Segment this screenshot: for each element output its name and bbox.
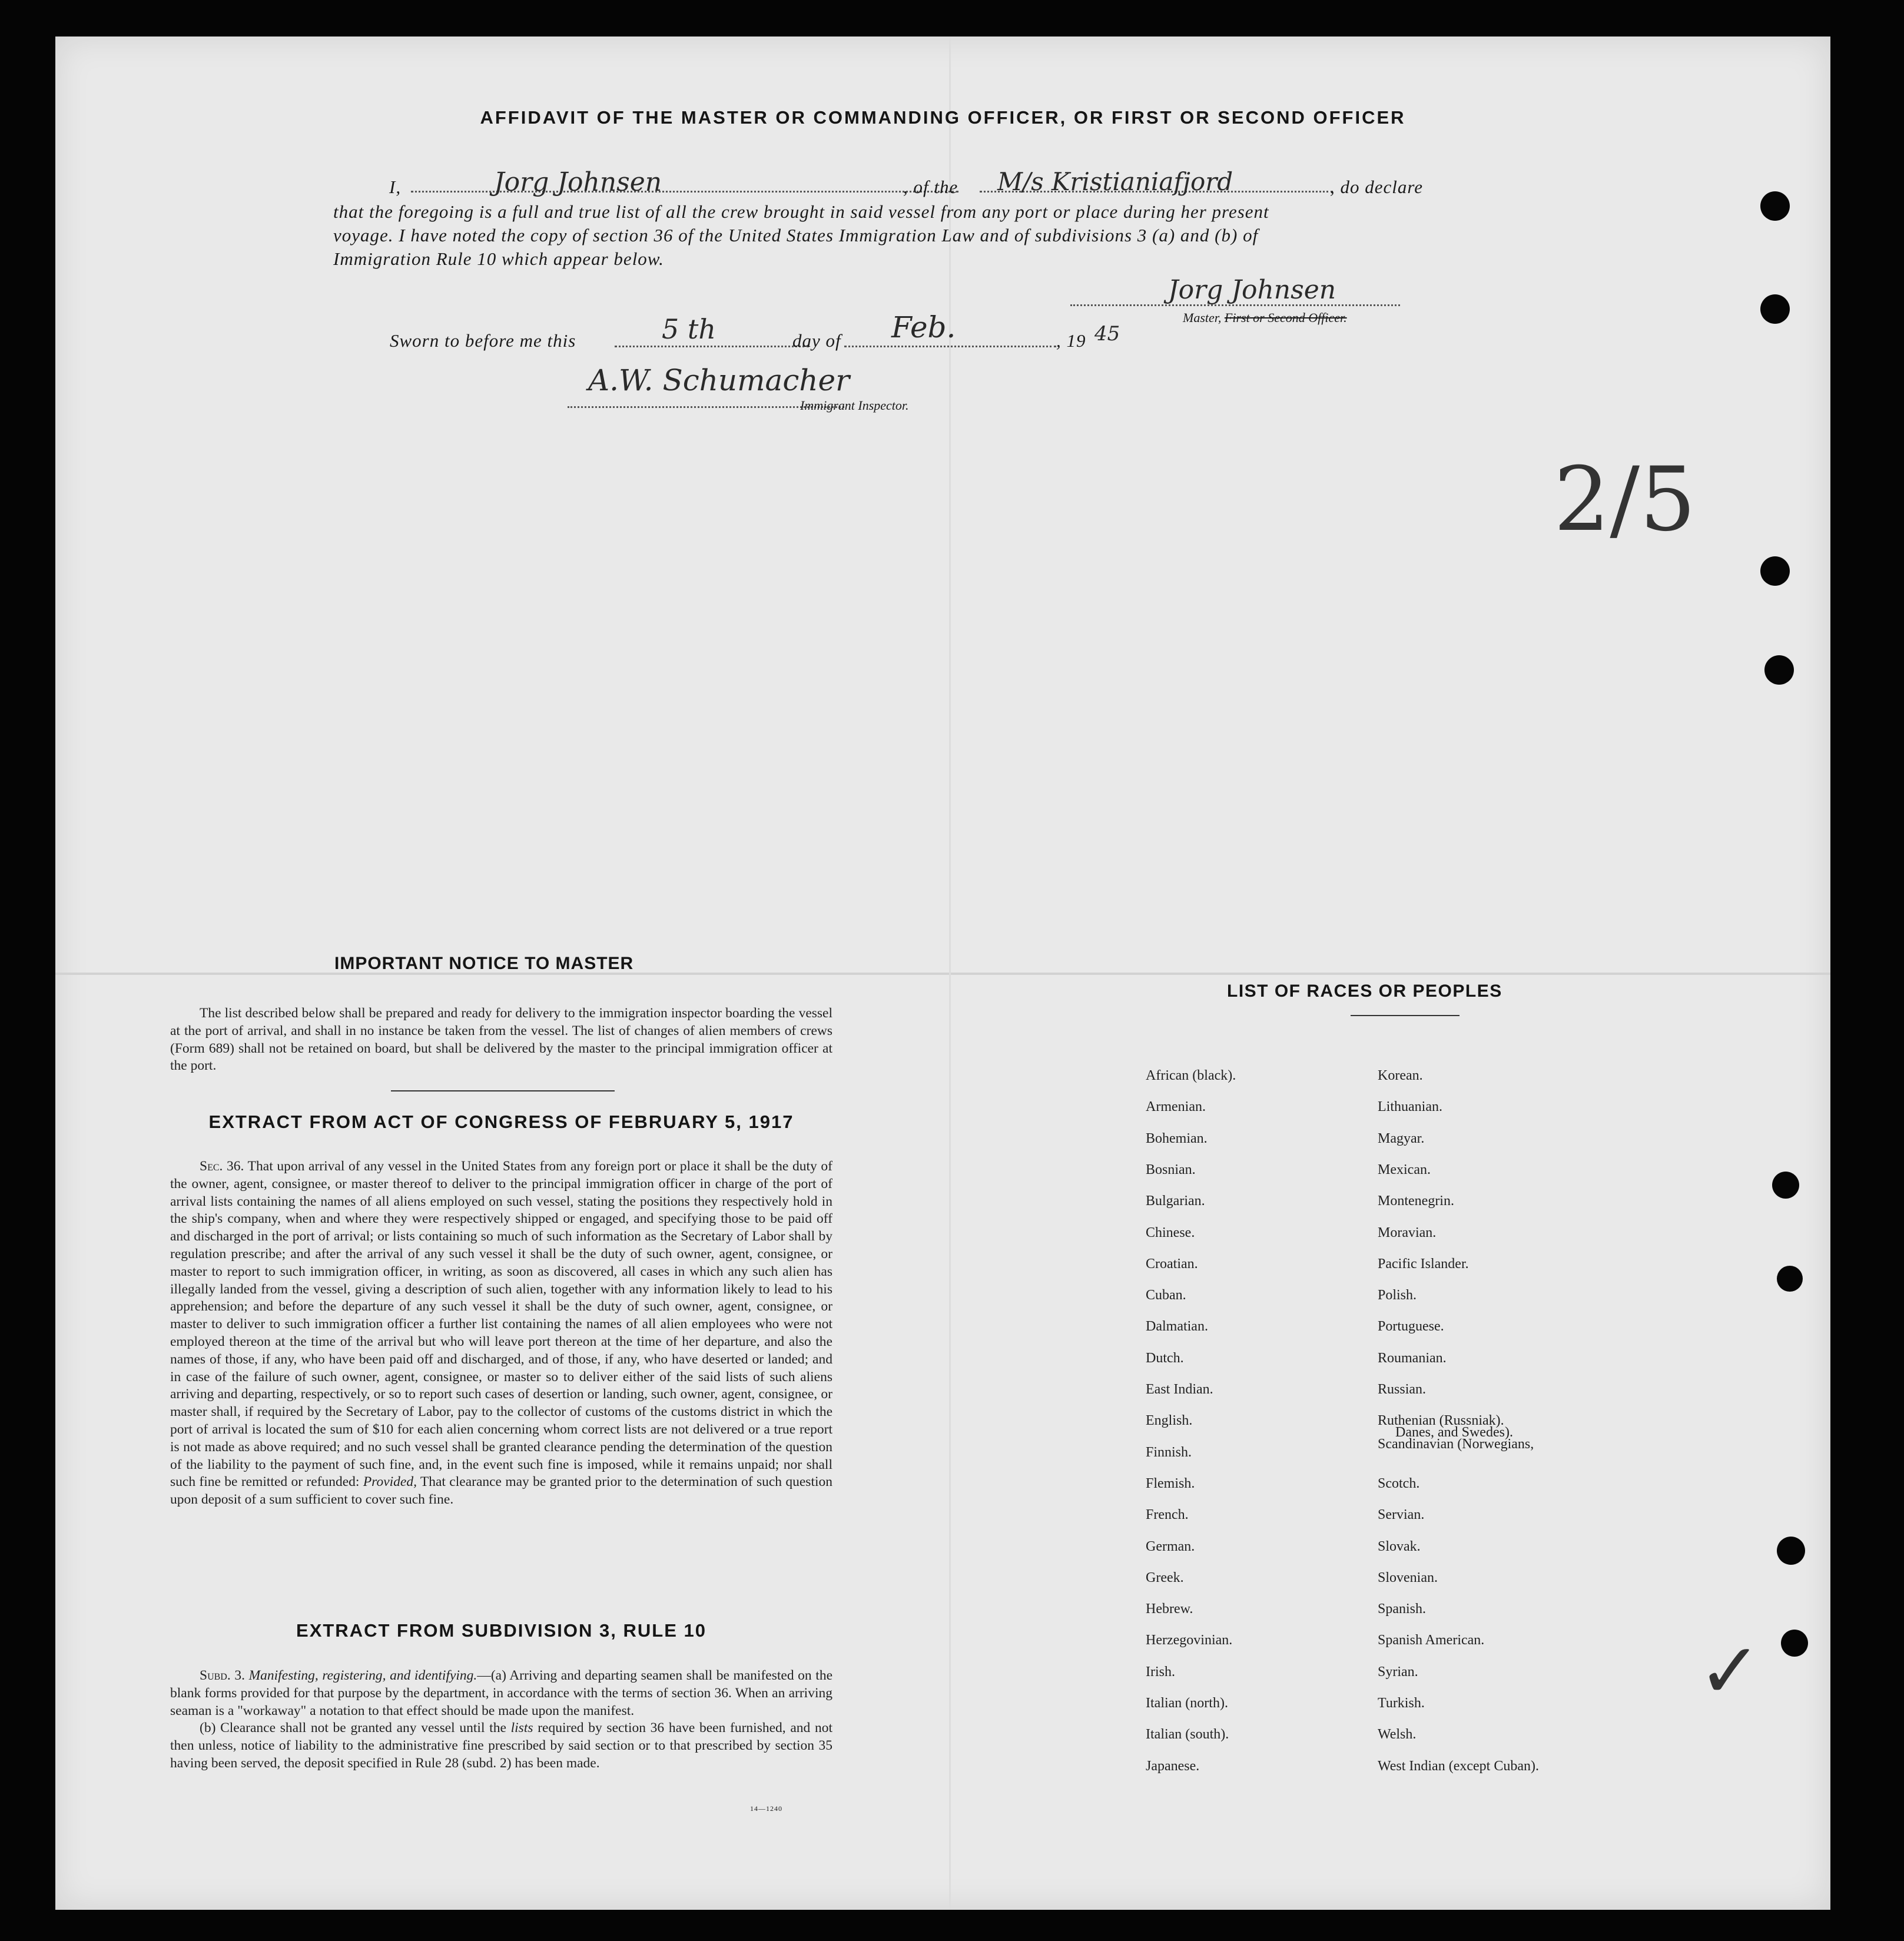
race-item: Bulgarian. xyxy=(1146,1193,1205,1209)
race-item: Ruthenian (Russniak). xyxy=(1378,1413,1504,1429)
vessel-name-handwritten: M/s Kristianiafjord xyxy=(997,167,1233,196)
sworn-day-line xyxy=(615,346,809,347)
race-item: Croatian. xyxy=(1146,1256,1198,1272)
race-item: East Indian. xyxy=(1146,1382,1213,1397)
race-item: Herzegovinian. xyxy=(1146,1633,1233,1648)
declaration-line-1: that the foregoing is a full and true list of all the crew brought in said vessel from any port or place during her present xyxy=(333,201,1269,222)
margin-note: 2/5 xyxy=(1554,449,1696,551)
race-item: Bosnian. xyxy=(1146,1162,1196,1177)
race-item: Portuguese. xyxy=(1378,1319,1444,1335)
race-item: Slovenian. xyxy=(1378,1570,1438,1585)
sworn-label: Sworn to before me this xyxy=(390,330,576,351)
race-item: Scotch. xyxy=(1378,1475,1420,1491)
sworn-month: Feb. xyxy=(891,310,956,344)
extract-act-title: EXTRACT FROM ACT OF CONGRESS OF FEBRUARY 5, 1917 xyxy=(208,1111,794,1132)
sworn-month-line xyxy=(844,346,1056,347)
race-item: Pacific Islander. xyxy=(1378,1256,1469,1272)
i-label: I, xyxy=(389,177,402,197)
race-item: Montenegrin. xyxy=(1378,1193,1454,1209)
master-label: Master, First or Second Officer. xyxy=(1183,310,1347,325)
race-item: African (black). xyxy=(1146,1068,1236,1083)
notice-text: The list described below shall be prepared and ready for delivery to the immigration inspector boarding the vessel at the port of arrival, and shall in no instance be taken from the vessel. The list of changes of alien members of crews (Form 689) shall not be retained on board, but shall be delivered by the master to the principal immigration officer at the port. xyxy=(170,1006,832,1074)
declaration-line-3: Immigration Rule 10 which appear below. xyxy=(333,248,664,269)
race-item-continuation: Danes, and Swedes). xyxy=(1395,1425,1513,1440)
binder-hole xyxy=(1772,1172,1799,1199)
extract-rule-title: EXTRACT FROM SUBDIVISION 3, RULE 10 xyxy=(296,1620,706,1641)
master-signature: Jorg Johnsen xyxy=(1168,275,1336,305)
fold-line-horizontal xyxy=(55,973,1830,975)
race-item: French. xyxy=(1146,1507,1189,1523)
race-item: Italian (north). xyxy=(1146,1696,1228,1711)
binder-hole xyxy=(1781,1630,1808,1657)
master-name-handwritten: Jorg Johnsen xyxy=(494,167,662,197)
race-item: Flemish. xyxy=(1146,1475,1195,1491)
race-item: Cuban. xyxy=(1146,1288,1186,1303)
race-item: Spanish. xyxy=(1378,1601,1427,1617)
binder-hole xyxy=(1760,191,1790,221)
race-item: Chinese. xyxy=(1146,1225,1195,1240)
inspector-signature: A.W. Schumacher xyxy=(588,363,850,397)
race-item: Hebrew. xyxy=(1146,1601,1193,1617)
races-title: LIST OF RACES OR PEOPLES xyxy=(1227,981,1502,1001)
races-divider xyxy=(1351,1015,1459,1016)
race-item: Turkish. xyxy=(1378,1696,1425,1711)
sworn-day: 5 th xyxy=(662,313,716,345)
do-declare-label: , do declare xyxy=(1330,177,1424,197)
form-number: 14—1240 xyxy=(750,1804,782,1813)
day-of-label: day of xyxy=(792,330,841,351)
race-item: Russian. xyxy=(1378,1382,1427,1397)
struck-officer-label: First or Second Officer. xyxy=(1224,310,1347,325)
race-item: Magyar. xyxy=(1378,1130,1425,1146)
year-prefix: , 19 xyxy=(1056,330,1086,351)
race-item: Korean. xyxy=(1378,1068,1423,1083)
race-item: West Indian (except Cuban). xyxy=(1378,1758,1539,1774)
binder-hole xyxy=(1777,1537,1805,1565)
race-item: Irish. xyxy=(1146,1664,1175,1680)
race-item: Italian (south). xyxy=(1146,1727,1229,1743)
race-item: Armenian. xyxy=(1146,1099,1206,1115)
race-item: Japanese. xyxy=(1146,1758,1200,1774)
race-item: English. xyxy=(1146,1413,1193,1429)
race-item: Moravian. xyxy=(1378,1225,1437,1240)
race-item: Servian. xyxy=(1378,1507,1425,1523)
binder-hole xyxy=(1760,294,1790,324)
extract-rule-text: Subd. 3. Manifesting, registering, and identifying.—(a) Arriving and departing seamen shall be manifested on the blank forms provided for that purpose by the department, in accordance with the terms of section 36. When an arriving seaman is a "workaway" a notation to that effect should be made upon the manifest. (b) Clearance shall not be granted any vessel until the lists required by section 36 have been furnished, and not then unless, notice of liability to the administrative fine prescribed by said section or to that prescribed by section 35 having been served, the deposit specified in Rule 28 (subd. 2) has been made. xyxy=(170,1668,833,1771)
extract-act-text: Sec. 36. That upon arrival of any vessel in the United States from any foreign port or place it shall be the duty of the owner, agent, consignee, or master thereof to deliver to the principal immigration officer in charge of the port of arrival lists containing the names of all aliens employed on such vessel, stating the positions they respectively hold in the ship's company, when and where they were respectively shipped or engaged, and specifying those to be paid off and discharged in the port of arrival; or lists containing so much of such information as the Secretary of Labor shall by regulation prescribe; and after the arrival of any such vessel it shall be the duty of such owner, agent, consignee, or master to report to such immigration officer, in writing, as soon as discovered, all cases in which any such alien has illegally landed from the vessel, giving a description of such alien, together with any information likely to lead to his apprehension; and before the departure of any such vessel it shall be the duty of such owner, agent, consignee, or master to deliver to such immigration officer a further list containing the names of all alien employees who were not employed thereon at the time of the arrival but who will leave port thereon at the time of her departure, and also the names of those, if any, who have been paid off and discharged, and of those, if any, who have deserted or landed; and in case of the failure of such owner, agent, consignee, or master so to deliver either of the said lists of such aliens arriving and departing, respectively, or so to report such cases of desertion or landing, such owner, agent, consignee, or master shall, if required by the Secretary of Labor, pay to the collector of customs of the customs district in which the port of arrival is located the sum of $10 for each alien concerning whom correct lists are not delivered or a true report is not made as above required; and no such vessel shall be granted clearance pending the determination of the question of the liability to the payment of such fine, and, in the event such fine is imposed, while it remains unpaid; nor shall such fine be remitted or refunded: Provided, That clearance may be granted prior to the determination of such question upon deposit of a sum sufficient to cover such fine. xyxy=(170,1159,833,1508)
race-item: Scandinavian (Norwegians, xyxy=(1378,1436,1534,1452)
race-item: Mexican. xyxy=(1378,1162,1431,1177)
race-item: Bohemian. xyxy=(1146,1130,1208,1146)
divider xyxy=(391,1090,615,1091)
race-item: Finnish. xyxy=(1146,1444,1192,1460)
notice-title: IMPORTANT NOTICE TO MASTER xyxy=(334,954,634,973)
binder-hole xyxy=(1777,1266,1803,1292)
race-item: German. xyxy=(1146,1538,1195,1554)
declaration-line-2: voyage. I have noted the copy of section 36 of the United States Immigration Law and of subdivisions 3 (a) and (b) of xyxy=(333,225,1259,245)
margin-checkmark: ✓ xyxy=(1698,1626,1762,1716)
race-item: Roumanian. xyxy=(1378,1350,1447,1366)
race-item: Slovak. xyxy=(1378,1538,1421,1554)
race-item: Welsh. xyxy=(1378,1727,1417,1743)
inspector-label: Immigrant Inspector. xyxy=(800,398,909,413)
binder-hole xyxy=(1760,556,1790,586)
race-item: Spanish American. xyxy=(1378,1633,1485,1648)
race-item: Dutch. xyxy=(1146,1350,1184,1366)
name-line xyxy=(411,191,958,193)
binder-hole xyxy=(1764,655,1794,685)
year-suffix: 45 xyxy=(1094,322,1120,346)
race-item: Syrian. xyxy=(1378,1664,1418,1680)
race-item: Polish. xyxy=(1378,1288,1417,1303)
affidavit-title: AFFIDAVIT OF THE MASTER OR COMMANDING OFFICER, OR FIRST OR SECOND OFFICER xyxy=(480,107,1406,128)
race-item: Lithuanian. xyxy=(1378,1099,1442,1115)
race-item: Greek. xyxy=(1146,1570,1184,1585)
race-item: Dalmatian. xyxy=(1146,1319,1208,1335)
of-the-label: , of the xyxy=(903,177,958,197)
document-sheet xyxy=(55,37,1830,1910)
